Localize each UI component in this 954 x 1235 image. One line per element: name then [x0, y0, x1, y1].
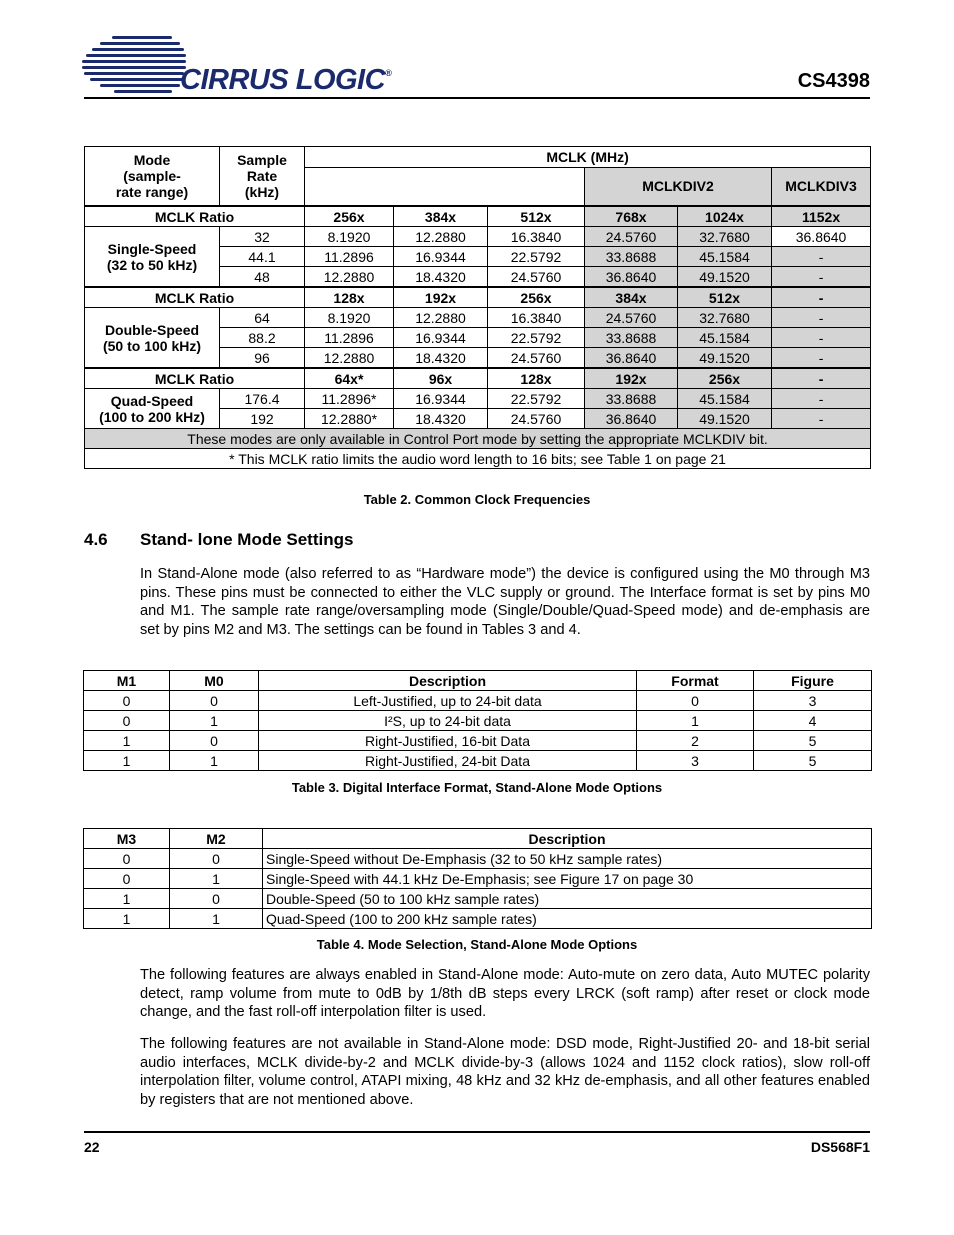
table-row	[84, 849, 872, 869]
mclk-value-cell: 36.8640	[585, 348, 678, 369]
table-cell: Quad-Speed (100 to 200 kHz sample rates)	[263, 909, 872, 929]
table-row	[84, 691, 872, 711]
mclk-ratio-cell: -	[772, 368, 871, 389]
mclk-value-cell: 16.9344	[394, 389, 488, 409]
table-cell: 0	[170, 889, 263, 909]
mclk-value-cell: 12.2880	[305, 348, 394, 369]
table-cell: Single-Speed with 44.1 kHz De-Emphasis; see Figure 17 on page 30	[263, 869, 872, 889]
mclk-value-cell: -	[772, 389, 871, 409]
table-cell: Double-Speed (50 to 100 kHz sample rates)	[263, 889, 872, 909]
sample-rate-cell: 32	[220, 227, 305, 247]
mclk-ratio-row	[85, 368, 871, 389]
mclk-value-cell: 24.5760	[585, 227, 678, 247]
mclk-value-cell: 12.2880	[394, 308, 488, 328]
table-cell: Right-Justified, 16-bit Data	[259, 731, 637, 751]
mclk-ratio-cell: 512x	[488, 206, 585, 227]
mclk-value-cell: 12.2880	[394, 227, 488, 247]
table-cell: 1	[84, 731, 170, 751]
mclk-ratio-label: MCLK Ratio	[85, 206, 305, 227]
mclk-value-cell: -	[772, 267, 871, 288]
mclk-ratio-cell: 512x	[678, 287, 772, 308]
table-cell: 0	[637, 691, 754, 711]
column-header: M1	[84, 671, 170, 691]
table-row	[84, 731, 872, 751]
table-cell: 1	[84, 751, 170, 771]
table-cell: 1	[170, 869, 263, 889]
control-port-note: These modes are only available in Control Port mode by setting the appropriate MCLKDIV bit.	[85, 429, 871, 449]
speed-mode-cell: Double-Speed (50 to 100 kHz)	[85, 308, 220, 369]
mclk-value-cell: 11.2896	[305, 247, 394, 267]
mclk-value-cell: 16.9344	[394, 247, 488, 267]
table-cell: 0	[84, 869, 170, 889]
table-cell: Single-Speed without De-Emphasis (32 to 50 kHz sample rates)	[263, 849, 872, 869]
table-cell: 1	[170, 711, 259, 731]
table-cell: 0	[170, 691, 259, 711]
footer-rule	[84, 1131, 870, 1133]
table-row	[84, 869, 872, 889]
table2-caption: Table 2. Common Clock Frequencies	[363, 492, 591, 507]
mclk-ratio-cell: 192x	[585, 368, 678, 389]
mclk-ratio-cell: 64x*	[305, 368, 394, 389]
column-header: M0	[170, 671, 259, 691]
mclk-value-cell: 11.2896*	[305, 389, 394, 409]
mclk-ratio-label: MCLK Ratio	[85, 287, 305, 308]
mclk-value-cell: 24.5760	[585, 308, 678, 328]
table3-caption: Table 3. Digital Interface Format, Stand-Alone Mode Options	[291, 780, 663, 795]
mclk-header: MCLK (MHz)	[305, 147, 871, 168]
table-cell: Right-Justified, 24-bit Data	[259, 751, 637, 771]
table-cell: 3	[637, 751, 754, 771]
mclk-value-cell: 36.8640	[585, 409, 678, 429]
mclk-ratio-row	[85, 206, 871, 227]
table-cell: 1	[170, 751, 259, 771]
mclk-value-cell: 36.8640	[772, 227, 871, 247]
section-heading	[84, 530, 353, 550]
mclk-ratio-cell: 256x	[488, 287, 585, 308]
logo-swoosh-icon	[82, 34, 192, 96]
mclk-value-cell: 8.1920	[305, 308, 394, 328]
table-row	[84, 751, 872, 771]
table4-caption: Table 4. Mode Selection, Stand-Alone Mode Options	[316, 937, 638, 952]
column-header: Figure	[754, 671, 872, 691]
mclk-ratio-cell: -	[772, 287, 871, 308]
table-row	[85, 308, 871, 328]
mclk-value-cell: -	[772, 247, 871, 267]
mclk-ratio-cell: 768x	[585, 206, 678, 227]
table-cell: 0	[84, 691, 170, 711]
section-number: 4.6	[84, 530, 108, 549]
mclk-ratio-cell: 96x	[394, 368, 488, 389]
mclk-value-cell: -	[772, 308, 871, 328]
mclk-value-cell: 12.2880*	[305, 409, 394, 429]
mclk-value-cell: -	[772, 409, 871, 429]
cirrus-logic-logo	[82, 34, 392, 96]
mclk-value-cell: 24.5760	[488, 267, 585, 288]
table-cell: 1	[637, 711, 754, 731]
clock-frequencies-table	[84, 146, 871, 469]
mclk-ratio-label: MCLK Ratio	[85, 368, 305, 389]
table-cell: 0	[84, 849, 170, 869]
mclk-value-cell: 32.7680	[678, 227, 772, 247]
mclk-value-cell: 16.3840	[488, 227, 585, 247]
mclk-value-cell: 18.4320	[394, 348, 488, 369]
intro-paragraph: In Stand-Alone mode (also referred to as “Hardware mode”) the device is configured using the M0 through M3 pins. These pins must be connected to either the VLC supply or ground. The Interface format is set by pins M0 and M1. The sample rate range/oversampling mode (Single/Double/Quad-Speed mode) and de-emphasis are set by pins M2 and M3. The settings can be found in Tables 3 and 4.	[140, 566, 870, 638]
column-header: Format	[637, 671, 754, 691]
unavailable-features-paragraph: The following features are not available in Stand-Alone mode: DSD mode, Right-Justified 20- and 18-bit serial audio interfaces, MCLK divide-by-2 and MCLK divide-by-3 (allows 1024 and 1152 clock ratios), slow roll-off interpolation filter, volume control, ATAPI mixing, 48 kHz and 32 kHz de-emphasis, and all other features enabled by registers that are not mentioned above.	[140, 1036, 870, 1108]
mclk-ratio-cell: 1152x	[772, 206, 871, 227]
mclk-value-cell: 11.2896	[305, 328, 394, 348]
sample-rate-cell: 96	[220, 348, 305, 369]
table-row	[84, 711, 872, 731]
mclk-value-cell: 33.8688	[585, 247, 678, 267]
mclk-ratio-cell: 192x	[394, 287, 488, 308]
table-cell: 0	[170, 849, 263, 869]
mclk-value-cell: 24.5760	[488, 348, 585, 369]
column-header: Description	[263, 829, 872, 849]
document-id: DS568F1	[810, 1139, 870, 1155]
mclk-value-cell: 45.1584	[678, 389, 772, 409]
mclk-value-cell: 49.1520	[678, 267, 772, 288]
mclk-ratio-cell: 256x	[305, 206, 394, 227]
footnote: * This MCLK ratio limits the audio word length to 16 bits; see Table 1 on page 21	[85, 449, 871, 469]
mclk-ratio-cell: 1024x	[678, 206, 772, 227]
column-header: M2	[170, 829, 263, 849]
mclk-value-cell: 45.1584	[678, 247, 772, 267]
mclk-value-cell: 22.5792	[488, 328, 585, 348]
mclk-value-cell: 33.8688	[585, 328, 678, 348]
header-rule	[84, 97, 870, 99]
sample-rate-cell: 44.1	[220, 247, 305, 267]
mclk-value-cell: -	[772, 348, 871, 369]
table-cell: 1	[84, 909, 170, 929]
mclk-ratio-cell: 128x	[305, 287, 394, 308]
table-row	[84, 909, 872, 929]
table-cell: 4	[754, 711, 872, 731]
table-cell: 2	[637, 731, 754, 751]
mclk-ratio-row	[85, 287, 871, 308]
mclkdiv2-header: MCLKDIV2	[585, 167, 772, 206]
mode-header: Mode (sample- rate range)	[85, 147, 220, 207]
mclk-value-cell: 22.5792	[488, 389, 585, 409]
mclk-value-cell: 49.1520	[678, 348, 772, 369]
mclk-value-cell: 36.8640	[585, 267, 678, 288]
table-cell: 1	[84, 889, 170, 909]
mclk-ratio-cell: 256x	[678, 368, 772, 389]
mclk-ratio-cell: 384x	[585, 287, 678, 308]
sample-rate-header: Sample Rate (kHz)	[220, 147, 305, 207]
mclk-value-cell: 16.9344	[394, 328, 488, 348]
table-row	[84, 889, 872, 909]
sample-rate-cell: 64	[220, 308, 305, 328]
sample-rate-cell: 48	[220, 267, 305, 288]
table-cell: Left-Justified, up to 24-bit data	[259, 691, 637, 711]
mclk-value-cell: 49.1520	[678, 409, 772, 429]
mclk-blank-cell	[305, 167, 585, 206]
mode-selection-table	[83, 828, 872, 929]
mclk-value-cell: 18.4320	[394, 409, 488, 429]
sample-rate-cell: 176.4	[220, 389, 305, 409]
table-cell: 3	[754, 691, 872, 711]
table-row	[85, 389, 871, 409]
sample-rate-cell: 88.2	[220, 328, 305, 348]
table-cell: 1	[170, 909, 263, 929]
column-header: Description	[259, 671, 637, 691]
speed-mode-cell: Single-Speed (32 to 50 kHz)	[85, 227, 220, 288]
table-cell: 0	[170, 731, 259, 751]
mclk-ratio-cell: 384x	[394, 206, 488, 227]
mclk-value-cell: 8.1920	[305, 227, 394, 247]
speed-mode-cell: Quad-Speed (100 to 200 kHz)	[85, 389, 220, 429]
table-cell: 5	[754, 731, 872, 751]
mclk-value-cell: 18.4320	[394, 267, 488, 288]
enabled-features-paragraph: The following features are always enabled in Stand-Alone mode: Auto-mute on zero data, Auto MUTEC polarity detect, ramp volume from mute to 0dB by 1/8th dB steps every LRCK (soft ramp) after reset or clock mode change, and the fast roll-off interpolation filter is used.	[140, 967, 870, 1021]
mclk-value-cell: 16.3840	[488, 308, 585, 328]
mclk-value-cell: 12.2880	[305, 267, 394, 288]
mclk-value-cell: 32.7680	[678, 308, 772, 328]
mclk-ratio-cell: 128x	[488, 368, 585, 389]
table-cell: 5	[754, 751, 872, 771]
mclk-value-cell: 33.8688	[585, 389, 678, 409]
mclk-value-cell: -	[772, 328, 871, 348]
mclk-value-cell: 22.5792	[488, 247, 585, 267]
section-title: Stand- lone Mode Settings	[140, 530, 354, 549]
page-number: 22	[84, 1139, 100, 1155]
mclkdiv3-header: MCLKDIV3	[772, 167, 871, 206]
logo-wordmark: CIRRUS LOGIC®	[180, 64, 392, 96]
column-header: M3	[84, 829, 170, 849]
mclk-value-cell: 24.5760	[488, 409, 585, 429]
table-row	[85, 227, 871, 247]
table-cell: 0	[84, 711, 170, 731]
sample-rate-cell: 192	[220, 409, 305, 429]
interface-format-table	[83, 670, 872, 771]
part-number: CS4398	[797, 70, 870, 92]
mclk-value-cell: 45.1584	[678, 328, 772, 348]
table-cell: I²S, up to 24-bit data	[259, 711, 637, 731]
